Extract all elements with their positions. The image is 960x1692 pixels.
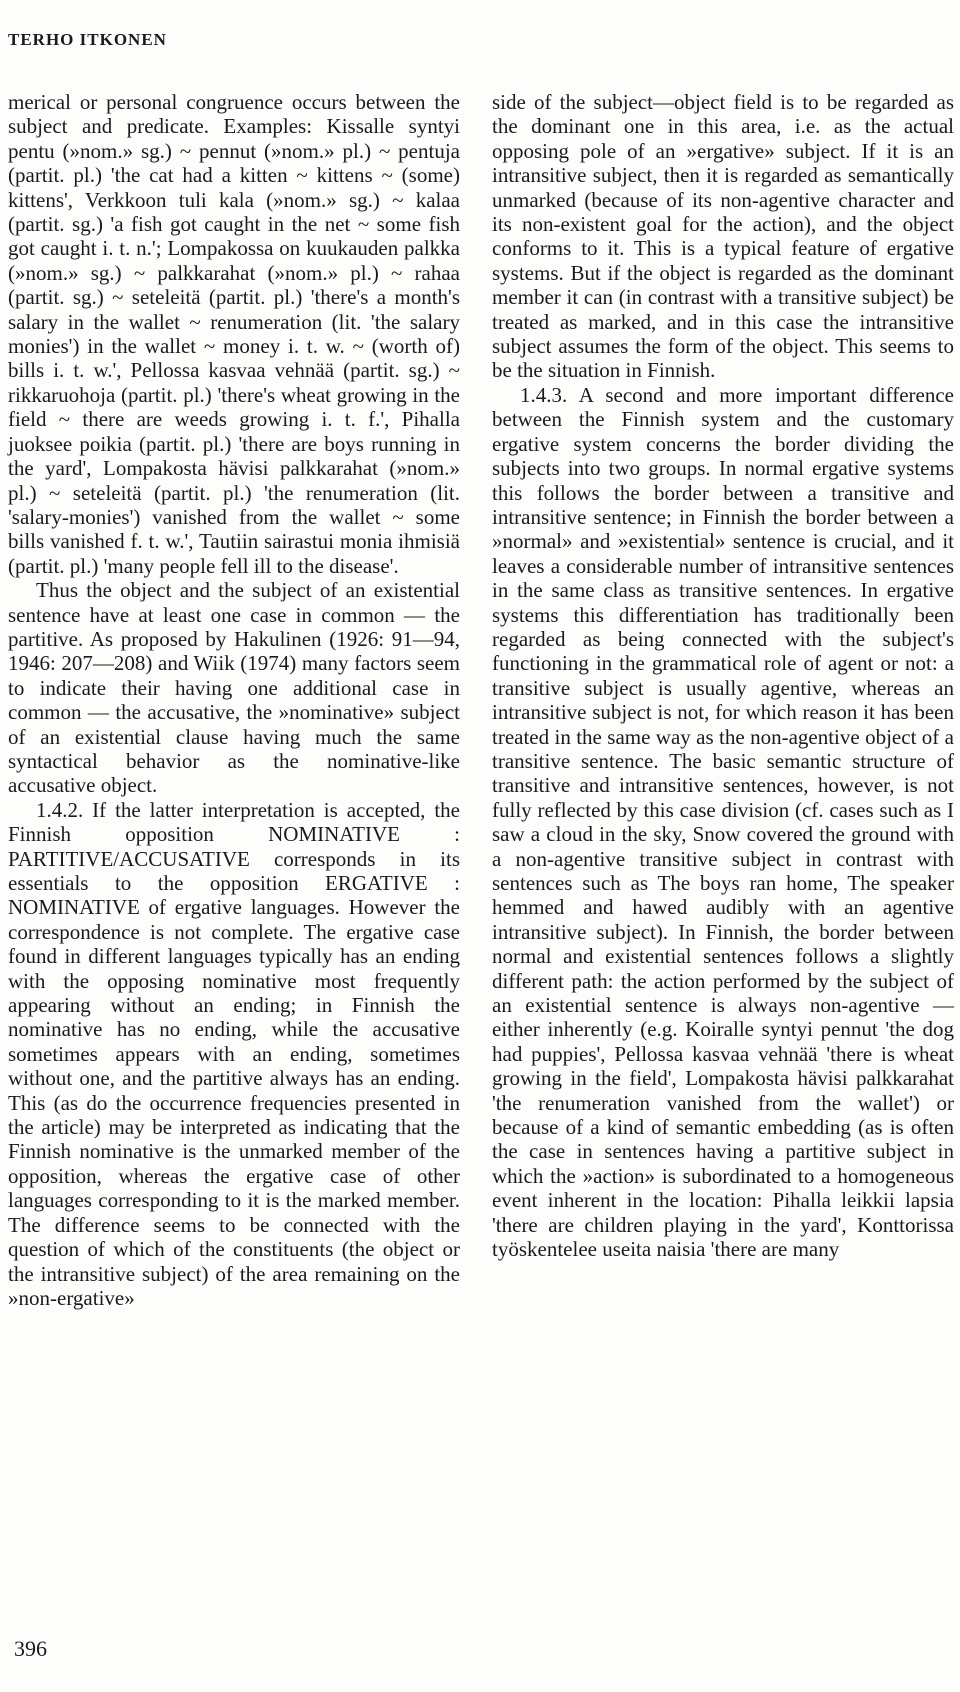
paragraph: 1.4.3. A second and more important difference between the Finnish system and the customary ergative system concerns the border dividing the subjects into two groups. In normal ergative systems this follows the border between a transitive and intransitive sentence; in Finnish the border between a »normal» and »existential» sentence is crucial, and it leaves a considerable number of intransitive sentences in the same class as transitive sentences. In ergative systems this differentiation has traditionally been regarded as being connected with the subject's functioning in the grammatical role of agent or not: a transitive subject is usually agentive, whereas an intransitive subject is not, for which reason it has been treated in the same way as the non-agentive object of a transitive sentence. The basic semantic structure of transitive and intransitive sentences, however, is not fully reflected by this case division (cf. cases such as I saw a cloud in the sky, Snow covered the ground with a non-agentive transitive subject in contrast with sentences such as The boys ran home, The speaker hemmed and hawed audibly with an agentive intransitive subject). In Finnish, the border between normal and existential sentences follows a slightly different path: the action performed by the subject of an existential sentence is always non-agentive — either inherently (e.g. Koiralle syntyi pennut 'the dog had puppies', Pellossa kasvaa vehnää 'there is wheat growing in the field', Lompakosta hävisi palkkarahat 'the renumeration vanished from the wallet') or because of a kind of semantic embedding (as is often the case in sentences having a partitive subject in which the »action» is subordinated to a homogeneous event inherent in the location: Pihalla leikkii lapsia 'there are children playing in the yard', Konttorissa työskentelee useita naisia 'there are many bbox=[492, 382, 954, 1262]
page-number: 396 bbox=[14, 1636, 47, 1661]
left-column bbox=[8, 90, 460, 1310]
paragraph: merical or personal congruence occurs between the subject and predicate. Examples: Kissalle syntyi pentu (»nom.» sg.) ~ pennut (»nom.» pl.) ~ pentuja (partit. pl.) 'the cat had a kitten ~ kittens ~ (some) kittens', Verkkoon tuli kala (»nom.» sg.) ~ kalaa (partit. sg.) 'a fish got caught in the net ~ some fish got caught i. t. n.'; Lompakossa on kuukauden palkka (»nom.» sg.) ~ palkkarahat (»nom.» pl.) ~ rahaa (partit. sg.) ~ seteleitä (partit. pl.) 'there's a month's salary in the wallet ~ renumeration (lit. 'the salary monies') in the wallet ~ money i. t. w. ~ (worth of) bills i. t. w.', Pellossa kasvaa vehnää (partit. sg.) ~ rikkaruohoja (partit. pl.) 'there's wheat growing in the field ~ there are weeds growing i. t. f.', Pihalla juoksee poikia (partit. pl.) 'there are boys running in the yard', Lompakosta hävisi palkkarahat (»nom.» pl.) ~ seteleitä (partit. pl.) 'the renumeration (lit. 'salary-monies') vanished from the wallet ~ some bills vanished f. t. w.', Tautiin sairastui monia ihmisiä (partit. pl.) 'many people fell ill to the disease'. bbox=[8, 90, 460, 578]
running-head: TERHO ITKONEN bbox=[8, 30, 167, 49]
paragraph: 1.4.2. If the latter interpretation is accepted, the Finnish opposition NOMINATIVE : PARTITIVE/ACCUSATIVE corresponds in its essentials to the opposition ERGATIVE : NOMINATIVE of ergative languages. However the correspondence is not complete. The ergative case found in different languages typically has an ending with the opposing nominative most frequently appearing without an ending; in Finnish the nominative has no ending, while the accusative sometimes appears with an ending, sometimes without one, and the partitive always has an ending. This (as do the occurrence frequencies presented in the article) may be interpreted as indicating that the Finnish nominative is the unmarked member of the opposition, whereas the ergative case of other languages corresponding to it is the marked member. The difference seems to be connected with the question of which of the constituents (the object or the intransitive subject) of the area remaining on the »non-ergative» bbox=[8, 797, 460, 1310]
paragraph: side of the subject—object field is to be regarded as the dominant one in this area, i.e. as the actual opposing pole of an »ergative» subject. If it is an intransitive subject, then it is regarded as semantically unmarked (because of its non-agentive character and its non-existent goal for the action), and the object conforms to it. This is a typical feature of ergative systems. But if the object is regarded as the dominant member it can (in contrast with a transitive subject) be treated as marked, and in this case the intransitive subject assumes the form of the object. This seems to be the situation in Finnish. bbox=[492, 90, 954, 383]
paragraph: Thus the object and the subject of an existential sentence have at least one case in common — the partitive. As proposed by Hakulinen (1926: 91—94, 1946: 207—208) and Wiik (1974) many factors seem to indicate their having one additional case in common — the accusative, the »nominative» subject of an existential clause having much the same syntactical behavior as the nominative-like accusative object. bbox=[8, 578, 460, 798]
right-column bbox=[492, 90, 954, 1262]
